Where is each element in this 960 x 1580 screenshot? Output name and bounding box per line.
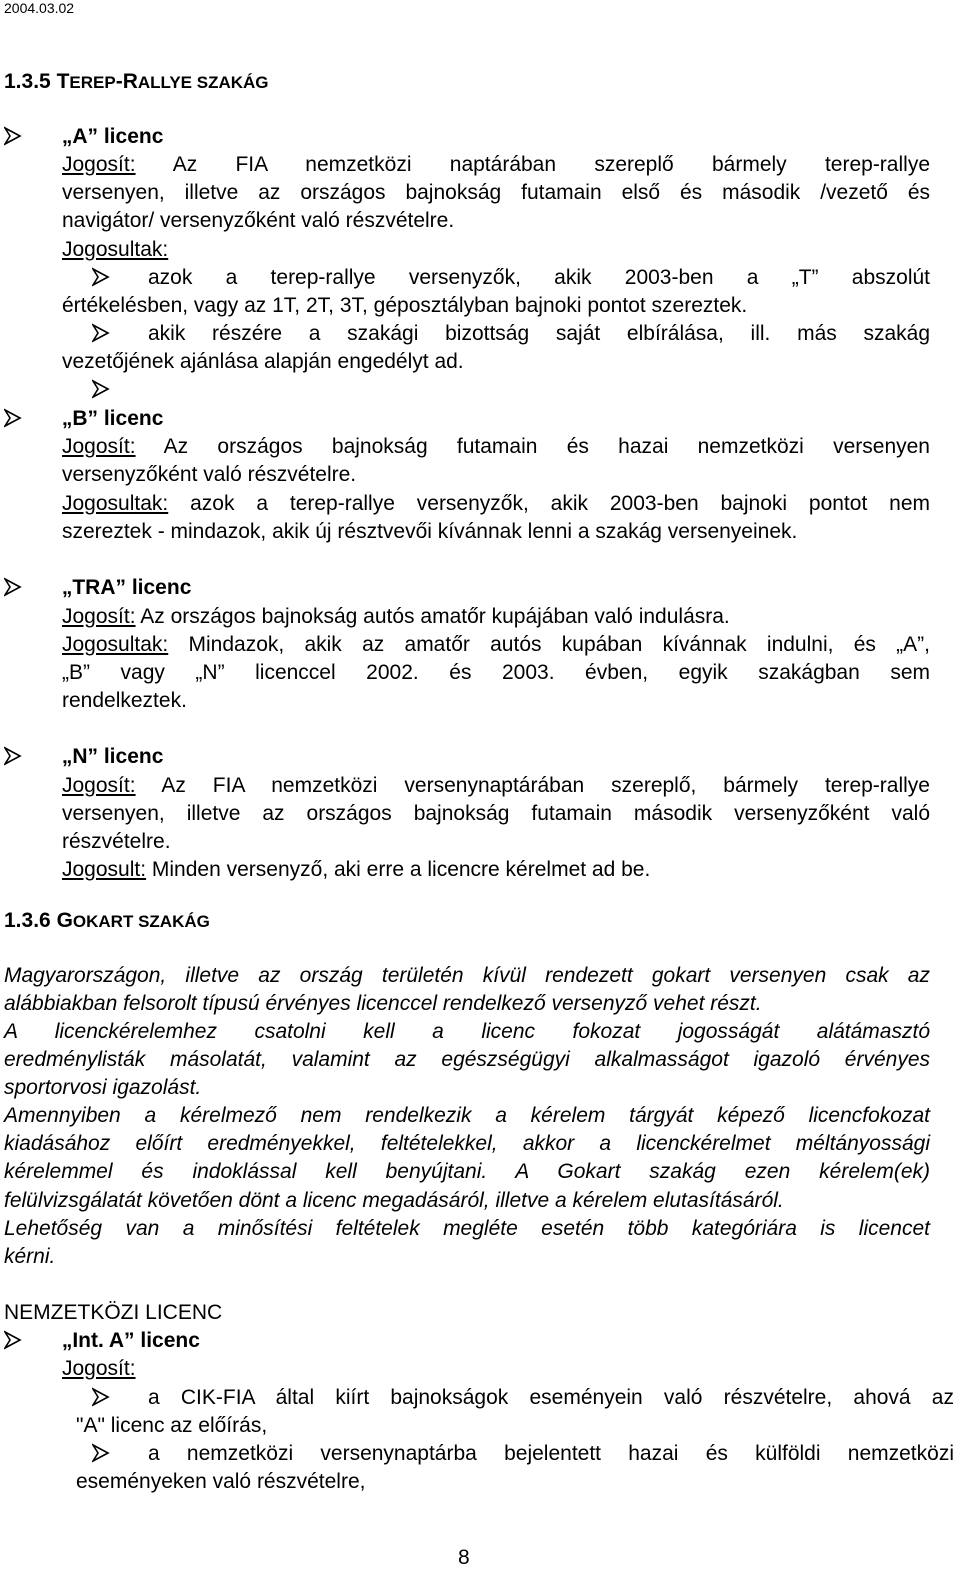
int-jogosit-label: Jogosít: bbox=[62, 1357, 136, 1380]
a-jogosit-line2: versenyen, illetve az országos bajnokság futamain első és második /vezető és bbox=[62, 181, 930, 204]
gokart-p3-line4: felülvizsgálatát követően dönt a licenc megadásáról, illetve a kérelem elutasításáról. bbox=[4, 1189, 784, 1212]
jogosit-label: Jogosít: bbox=[62, 153, 136, 176]
tra-jogosultak-text1: Mindazok, akik az amatőr autós kupában kívánnak indulni, és „A”, bbox=[168, 633, 930, 656]
tra-jogosit-text1: Az országos bajnokság autós amatőr kupájában való indulásra. bbox=[135, 605, 730, 628]
int-item1-line2: "A" licenc az előírás, bbox=[76, 1414, 268, 1437]
a-licence-heading-row bbox=[4, 125, 163, 149]
header-date: 2004.03.02 bbox=[4, 0, 75, 16]
jogosult-label: Jogosult: bbox=[62, 858, 147, 881]
int-item2-line1: a nemzetközi versenynaptárba bejelentett hazai és külföldi nemzetközi bbox=[148, 1442, 954, 1465]
a-jogosit-line1 bbox=[62, 153, 930, 177]
title-part: G bbox=[56, 909, 73, 932]
title-part: T bbox=[56, 70, 70, 93]
gokart-p2-line3: sportorvosi igazolást. bbox=[4, 1076, 202, 1099]
jogosultak-label: Jogosultak: bbox=[62, 492, 169, 515]
b-jogosit-text1: Az országos bajnokság futamain és hazai nemzetközi versenyen bbox=[163, 435, 930, 458]
jogosit-label: Jogosít: bbox=[62, 605, 136, 628]
tra-licence-heading-row bbox=[4, 576, 191, 600]
b-jogosultak-line1 bbox=[62, 492, 930, 516]
gokart-p4-line1: Lehetőség van a minősítési feltételek megléte esetén több kategóriára is licencet bbox=[4, 1217, 930, 1240]
gokart-p3-line1: Amennyiben a kérelmező nem rendelkezik a kérelem tárgyát képező licencfokozat bbox=[4, 1104, 930, 1127]
arrowhead-bullet-icon bbox=[4, 746, 22, 766]
a-item1-line2: értékelésben, vagy az 1T, 2T, 3T, géposztályban bajnoki pontot szereztek. bbox=[62, 294, 748, 317]
title-part: EREP bbox=[69, 73, 116, 92]
a-jogosit-text1: Az FIA nemzetközi naptárában szereplő bármely terep-rallye bbox=[172, 153, 930, 176]
page-number: 8 bbox=[458, 1546, 470, 1569]
int-a-heading-row bbox=[4, 1329, 200, 1353]
a-item2-line1: akik részére a szakági bizottság saját elbírálása, ill. más szakág bbox=[148, 322, 930, 345]
arrowhead-bullet-icon bbox=[4, 408, 22, 428]
title-part: - bbox=[115, 70, 123, 93]
jogosit-label: Jogosít: bbox=[62, 774, 136, 797]
int-item2-line2: eseményeken való részvételre, bbox=[76, 1470, 366, 1493]
tra-jogosultak-line1 bbox=[62, 633, 930, 657]
section-number: 1.3.5 bbox=[4, 70, 51, 93]
n-jogosult-text1: Minden versenyző, aki erre a licencre kérelmet ad be. bbox=[146, 858, 651, 881]
arrowhead-bullet-icon bbox=[92, 1442, 110, 1466]
jogosit-label: Jogosít: bbox=[62, 435, 136, 458]
gokart-p1-line1: Magyarországon, illetve az ország területén kívül rendezett gokart versenyen csak az bbox=[4, 964, 930, 987]
n-licence-heading: „N” licenc bbox=[61, 745, 164, 768]
gokart-p1-line2: alábbiakban felsorolt típusú érvényes licenccel rendelkező versenyző vehet részt. bbox=[4, 992, 762, 1015]
gokart-p2-line2: eredménylisták másolatát, valamint az egészségügyi alkalmasságot igazoló érvényes bbox=[4, 1048, 930, 1071]
arrowhead-bullet-icon bbox=[92, 322, 110, 346]
tra-licence-heading: „TRA” licenc bbox=[61, 576, 192, 599]
arrowhead-bullet-icon bbox=[92, 378, 110, 402]
n-jogosit-line3: részvételre. bbox=[62, 830, 171, 853]
n-jogosult-line1 bbox=[62, 858, 650, 882]
int-a-heading: „Int. A” licenc bbox=[61, 1329, 200, 1352]
a-item1-line1: azok a terep-rallye versenyzők, akik 2003-ben a „T” abszolút bbox=[148, 266, 930, 289]
a-licence-heading: „A” licenc bbox=[61, 125, 164, 148]
arrowhead-bullet-icon bbox=[92, 1386, 110, 1410]
b-jogosultak-text1: azok a terep-rallye versenyzők, akik 2003-ben bajnoki pontot nem bbox=[168, 492, 930, 515]
b-jogosit-line2: versenyzőként való részvételre. bbox=[62, 463, 357, 486]
b-licence-heading: „B” licenc bbox=[61, 407, 164, 430]
section-136-title bbox=[4, 909, 210, 933]
n-jogosit-line1 bbox=[62, 774, 930, 798]
b-jogosit-line1 bbox=[62, 435, 930, 459]
n-jogosit-line2: versenyen, illetve az országos bajnokság futamain második versenyzőként való bbox=[62, 802, 930, 825]
title-part: OKART SZAKÁG bbox=[72, 912, 210, 931]
n-jogosit-text1: Az FIA nemzetközi versenynaptárában szereplő, bármely terep-rallye bbox=[135, 774, 930, 797]
tra-jogosultak-line2: „B” vagy „N” licenccel 2002. és 2003. évben, egyik szakágban sem bbox=[62, 661, 930, 684]
tra-jogosit-line1 bbox=[62, 605, 730, 629]
gokart-p2-line1: A licenckérelemhez csatolni kell a licenc fokozat jogosságát alátámasztó bbox=[4, 1020, 930, 1043]
section-number: 1.3.6 bbox=[4, 909, 51, 932]
tra-jogosultak-line3: rendelkeztek. bbox=[62, 689, 187, 712]
b-licence-heading-row bbox=[4, 407, 163, 431]
arrowhead-bullet-icon bbox=[4, 1330, 22, 1350]
arrowhead-bullet-icon bbox=[4, 577, 22, 597]
n-licence-heading-row bbox=[4, 745, 163, 769]
international-heading: NEMZETKÖZI LICENC bbox=[4, 1301, 223, 1324]
arrowhead-bullet-icon bbox=[92, 266, 110, 290]
section-135-title bbox=[4, 70, 269, 94]
title-part: R bbox=[122, 70, 138, 93]
title-part: ALLYE SZAKÁG bbox=[137, 73, 269, 92]
jogosultak-label: Jogosultak: bbox=[62, 633, 169, 656]
gokart-p3-line2: kiadásához előírt eredményekkel, feltételekkel, akkor a licenckérelmet méltányossági bbox=[4, 1132, 930, 1155]
gokart-p3-line3: kérelemmel és indoklással kell benyújtani. A Gokart szakág ezen kérelem(ek) bbox=[4, 1160, 930, 1183]
a-item2-line2: vezetőjének ajánlása alapján engedélyt ad. bbox=[62, 350, 464, 373]
b-jogosultak-line2: szereztek - mindazok, akik új résztvevői kívánnak lenni a szakág versenyeinek. bbox=[62, 520, 798, 543]
a-jogosultak-label: Jogosultak: bbox=[62, 238, 169, 261]
arrowhead-bullet-icon bbox=[4, 126, 22, 146]
int-item1-line1: a CIK-FIA által kiírt bajnokságok eseményein való részvételre, ahová az bbox=[148, 1386, 954, 1409]
a-jogosit-line3: navigátor/ versenyzőként való részvételre. bbox=[62, 209, 455, 232]
gokart-p4-line2: kérni. bbox=[4, 1245, 56, 1268]
